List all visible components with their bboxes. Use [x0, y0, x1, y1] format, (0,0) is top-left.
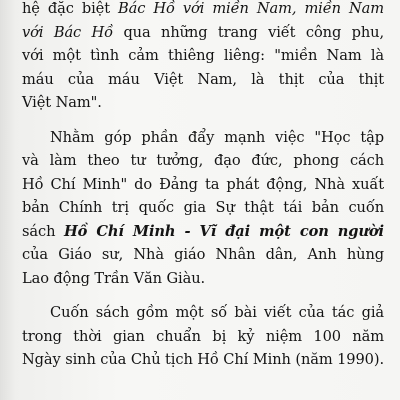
- text-run: hệ đặc biệt: [22, 0, 119, 17]
- text-run: sách: [22, 222, 64, 240]
- text-line: [22, 0, 384, 21]
- text-run: Cuốn sách gồm một số bài viết của tác giả: [50, 304, 384, 321]
- text-line: [22, 196, 384, 220]
- text-run: qua những trang viết công phu,: [113, 23, 384, 41]
- text-line: [22, 220, 384, 244]
- text-run: của Giáo sư, Nhà giáo Nhân dân, Anh hùng: [22, 246, 384, 263]
- text-line: [22, 267, 384, 291]
- text-line: [22, 325, 384, 349]
- italic-phrase: Bác Hồ với miền Nam, miền Nam: [118, 0, 384, 17]
- paragraph-3: [22, 301, 384, 372]
- book-title: Hồ Chí Minh - Vĩ đại một con người: [63, 222, 385, 240]
- text-run: bản Chính trị quốc gia Sự thật tái bản cuốn: [22, 199, 384, 216]
- text-run: và làm theo tư tưởng, đạo đức, phong cách: [22, 152, 384, 169]
- text-run: Nhằm góp phần đẩy mạnh việc "Học tập: [50, 128, 384, 146]
- body-text: [22, 0, 384, 372]
- text-line: [22, 348, 384, 372]
- text-run: trong thời gian chuẩn bị kỷ niệm 100 năm: [22, 327, 384, 345]
- text-run: Hồ Chí Minh" do Đảng ta phát động, Nhà xuất: [22, 175, 384, 193]
- text-run: Lao động Trần Văn Giàu.: [22, 269, 206, 287]
- text-line: [22, 301, 384, 325]
- text-line: [22, 243, 384, 267]
- text-line: [22, 68, 384, 92]
- text-run: với một tình cảm thiêng liêng: "miền Nam là: [22, 47, 384, 64]
- text-run: Ngày sinh của Chủ tịch Hồ Chí Minh (năm 1990).: [22, 351, 384, 368]
- paragraph-1: [22, 0, 384, 115]
- text-line: [22, 21, 384, 45]
- text-line: [22, 91, 384, 115]
- text-run: máu của máu Việt Nam, là thịt của thịt: [22, 70, 384, 88]
- text-line: [22, 126, 384, 150]
- text-line: [22, 173, 384, 197]
- text-line: [22, 44, 384, 68]
- text-run: Việt Nam".: [22, 94, 102, 111]
- paragraph-2: [22, 126, 384, 291]
- text-line: [22, 149, 384, 173]
- italic-phrase: với Bác Hồ: [22, 23, 114, 41]
